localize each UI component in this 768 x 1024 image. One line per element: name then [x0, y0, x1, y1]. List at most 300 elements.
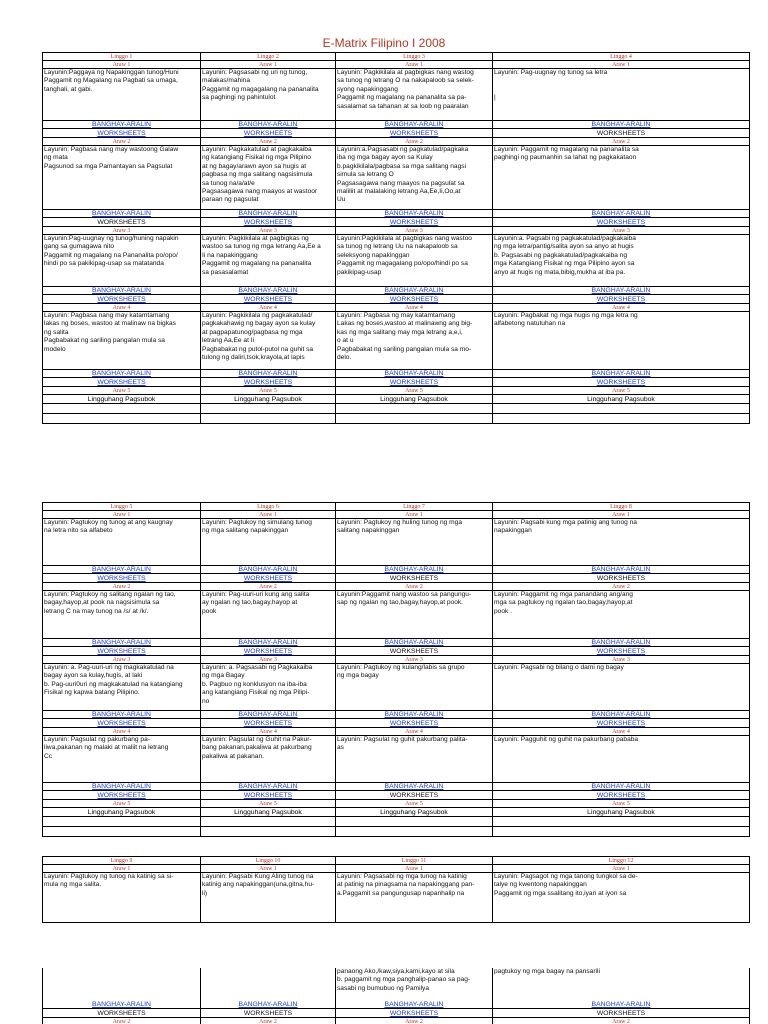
worksheets-cell [492, 574, 750, 582]
worksheets-cell [335, 129, 492, 137]
empty-cell [200, 404, 335, 413]
empty-cell [335, 827, 492, 836]
page-title: E-Matrix Filipino I 2008 [322, 36, 446, 50]
weekly-test-cell: Lingguhang Pagsubok [200, 395, 335, 403]
worksheets-link[interactable]: WORKSHEETS [389, 130, 439, 137]
day-header: Araw 3 [492, 656, 750, 663]
objective-cell: Layunin:Pag-uugnay ng tunog/huning napakin gang sa gumagawa nito Paggamit ng magalang na Pananalita po/opo/ hindi po sa pakikipag-usap sa matatanda [42, 235, 200, 286]
day-header-row [42, 1018, 750, 1024]
banghay-aralin-link[interactable]: BANGHAY-ARALIN [238, 210, 298, 217]
banghay-cell [42, 711, 200, 718]
banghay-aralin-link[interactable]: BANGHAY-ARALIN [384, 566, 444, 573]
worksheets-link[interactable]: WORKSHEETS [596, 219, 646, 226]
banghay-row [42, 783, 750, 791]
day-header: Araw 2 [200, 1018, 335, 1024]
day-header: Araw 3 [42, 227, 200, 234]
day-header: Araw 1 [200, 511, 335, 518]
objective-cell: Layunin: Pagkikilala at pagbigkas ng wastoo sa tunog ng mga letrang Aa,Ee a Ii na napakinggang Paggamit ng magalang na pananalita sa pasasalamat [200, 235, 335, 286]
banghay-cell [492, 711, 750, 718]
empty-cell [335, 404, 492, 413]
banghay-cell [335, 210, 492, 217]
day-header: Araw 2 [335, 1018, 492, 1024]
day-header: Araw 2 [42, 1018, 200, 1024]
worksheets-link[interactable]: WORKSHEETS [243, 792, 293, 799]
banghay-aralin-link[interactable]: BANGHAY-ARALIN [92, 783, 151, 790]
banghay-aralin-link[interactable]: BANGHAY-ARALIN [238, 1001, 298, 1008]
empty-cell [492, 827, 750, 836]
objective-row [42, 69, 750, 121]
worksheets-cell [200, 647, 335, 655]
worksheets-cell [492, 791, 750, 799]
banghay-aralin-link[interactable]: BANGHAY-ARALIN [238, 121, 298, 128]
objective-cell: Layunin: Paggamit ng mga panandang ang/ang mga sa pagtukoy ng ngalan tao,bagay,hayop,at pook . [492, 591, 750, 638]
banghay-aralin-link[interactable]: BANGHAY-ARALIN [92, 566, 151, 573]
objective-cell: Layunin: Pagtukoy ng huling tunog ng mga salitang napakinggan [335, 519, 492, 565]
objective-cell: Layunin:a. Pagsabi ng pagkakatulad/pagkakaiba ng mga letra/pantig/salita ayon sa anyo at hugis b. Pagsasabi ng pagkakatulad/pagkakaiba ng mga Katangiang Fisikal ng mga Pilipino ayon sa anyo at hugis ng mata,bibig,mukha at iba pa. [492, 235, 750, 286]
banghay-cell [42, 287, 200, 294]
objective-cell: Layunin: Pagsabi ng bilang o dami ng bagay [492, 664, 750, 710]
banghay-aralin-link[interactable]: BANGHAY-ARALIN [384, 370, 444, 377]
worksheets-cell [335, 647, 492, 655]
worksheets-label: WORKSHEETS [97, 219, 146, 226]
worksheets-cell [42, 574, 200, 582]
banghay-row [42, 1001, 750, 1009]
day-header-row [42, 227, 750, 235]
banghay-row [42, 210, 750, 218]
banghay-aralin-link[interactable]: BANGHAY-ARALIN [92, 639, 151, 646]
banghay-aralin-link[interactable]: BANGHAY-ARALIN [238, 287, 298, 294]
worksheets-link[interactable]: WORKSHEETS [243, 379, 293, 386]
day-header: Araw 1 [335, 511, 492, 518]
day-header: Araw 1 [42, 61, 200, 68]
empty-cell [492, 404, 750, 413]
worksheets-row [42, 719, 750, 728]
banghay-aralin-link[interactable]: BANGHAY-ARALIN [591, 783, 651, 790]
test-row [42, 395, 750, 404]
banghay-cell [200, 639, 335, 646]
week-header-row [42, 503, 750, 511]
worksheets-cell [335, 218, 492, 226]
worksheets-cell [335, 1009, 492, 1017]
worksheets-link[interactable]: WORKSHEETS [97, 296, 146, 303]
banghay-cell [42, 1001, 200, 1008]
day-header: Araw 3 [335, 656, 492, 663]
objective-cell: Layunin: Pagtukoy ng tunog na katinig sa si- mula ng mga salita. [42, 873, 200, 922]
objective-cell: Layunin: Pagsulat ng Guhit na Pakur- bang pakanan,pakaliwa at pakurbang pakaliwa at pakanan. [200, 736, 335, 782]
worksheets-link[interactable]: WORKSHEETS [243, 130, 293, 137]
day-header-row [42, 511, 750, 519]
worksheets-link[interactable]: WORKSHEETS [243, 575, 293, 582]
week-header: Linggo 10 [200, 857, 335, 864]
objective-cell [200, 968, 335, 1001]
objective-row [42, 736, 750, 783]
worksheets-label: WORKSHEETS [389, 792, 439, 799]
objective-row [42, 873, 750, 923]
objective-row [42, 146, 750, 210]
week-header: Linggo 8 [492, 503, 750, 510]
day-header: Araw 5 [200, 387, 335, 394]
worksheets-link[interactable]: WORKSHEETS [389, 296, 439, 303]
objective-cell: Layunin: Pagbakat ng mga hugis ng mga letra ng alfabetong natutuhan na [492, 312, 750, 369]
worksheets-row [42, 791, 750, 800]
worksheets-link[interactable]: WORKSHEETS [97, 575, 146, 582]
worksheets-cell [200, 218, 335, 226]
worksheets-link[interactable]: WORKSHEETS [389, 1010, 439, 1017]
weekly-test-cell: Lingguhang Pagsubok [42, 395, 200, 403]
banghay-aralin-link[interactable]: BANGHAY-ARALIN [384, 210, 444, 217]
worksheets-cell [42, 129, 200, 137]
worksheets-link[interactable]: WORKSHEETS [596, 296, 646, 303]
day-header-row [42, 656, 750, 664]
banghay-cell [200, 711, 335, 718]
banghay-aralin-link[interactable]: BANGHAY-ARALIN [384, 121, 444, 128]
week-header: Linggo 9 [42, 857, 200, 864]
banghay-cell [492, 1001, 750, 1008]
worksheets-cell [42, 791, 200, 799]
worksheets-cell [335, 295, 492, 303]
week-header: Linggo 4 [492, 53, 750, 60]
banghay-cell [200, 121, 335, 128]
objective-cell: Layunin: Paggamit ng magalang na pananalita sa paghingi ng paumanhin sa lahat ng pagkakataon [492, 146, 750, 209]
day-header: Araw 2 [335, 138, 492, 145]
week-block [42, 968, 750, 1024]
week-block [42, 856, 750, 923]
banghay-cell [335, 1001, 492, 1008]
objective-cell: Layunin: Pag-uuri-uri kung ang salita ay ngalan ng tao,bagay,hayop at pook [200, 591, 335, 638]
day-header: Araw 3 [200, 656, 335, 663]
worksheets-cell [492, 295, 750, 303]
objective-cell: Layunin: Pagguhit ng guhit na pakurbang pababa [492, 736, 750, 782]
worksheets-link[interactable]: WORKSHEETS [389, 219, 439, 226]
banghay-aralin-link[interactable]: BANGHAY-ARALIN [92, 121, 151, 128]
worksheets-cell [492, 129, 750, 137]
day-header: Araw 2 [42, 138, 200, 145]
banghay-cell [335, 711, 492, 718]
banghay-cell [200, 210, 335, 217]
day-header: Araw 4 [200, 728, 335, 735]
banghay-aralin-link[interactable]: BANGHAY-ARALIN [238, 711, 298, 718]
banghay-cell [200, 287, 335, 294]
objective-cell: Layunin:Pagkikilala at pagbigkas nang wastoo sa tunog ng letrang Uu na nakapaloob sa seleksyong napakinggan Paggamit ng magagalang po/opo/hindi po sa pakikipag-usap [335, 235, 492, 286]
worksheets-label: WORKSHEETS [389, 648, 439, 655]
empty-cell [42, 817, 200, 826]
day-header: Araw 3 [335, 227, 492, 234]
objective-cell: Layunin: Pag-uugnay ng tunog sa letra | [492, 69, 750, 120]
worksheets-cell [200, 719, 335, 727]
worksheets-link[interactable]: WORKSHEETS [97, 792, 146, 799]
day-header-row [42, 138, 750, 146]
banghay-cell [335, 121, 492, 128]
banghay-aralin-link[interactable]: BANGHAY-ARALIN [92, 287, 151, 294]
worksheets-cell [200, 129, 335, 137]
day-header: Araw 1 [42, 511, 200, 518]
week-header: Linggo 12 [492, 857, 750, 864]
empty-cell [492, 414, 750, 423]
banghay-cell [42, 639, 200, 646]
worksheets-row [42, 295, 750, 304]
day-header: Araw 3 [492, 227, 750, 234]
banghay-aralin-link[interactable]: BANGHAY-ARALIN [591, 711, 651, 718]
worksheets-cell [42, 647, 200, 655]
empty-cell [42, 404, 200, 413]
objective-cell: Layunin:Paggamit nang wastoo sa pangungu- sap ng ngalan ng tao,bagay,hayop,at pook. [335, 591, 492, 638]
banghay-aralin-link[interactable]: BANGHAY-ARALIN [238, 639, 298, 646]
empty-cell [492, 817, 750, 826]
banghay-cell [335, 287, 492, 294]
worksheets-cell [335, 791, 492, 799]
week-header: Linggo 7 [335, 503, 492, 510]
banghay-cell [200, 566, 335, 573]
week-header-row [42, 857, 750, 865]
day-header: Araw 4 [42, 728, 200, 735]
banghay-aralin-link[interactable]: BANGHAY-ARALIN [384, 639, 444, 646]
day-header: Araw 5 [335, 800, 492, 807]
worksheets-link[interactable]: WORKSHEETS [97, 130, 146, 137]
objective-cell: panaong Ako,/kaw,siya,kami,kayo at sila b. paggamit ng mga panghalip-panao sa pag- sasabi ng bumubuo ng Pamilya [335, 968, 492, 1001]
worksheets-link[interactable]: WORKSHEETS [97, 648, 146, 655]
objective-cell: Layunin:a.Pagsasabi ng pagkatulad/pagkaka iba ng mga bagay ayon sa Kulay b.pagkikilala/pagbasa sa mga salitang nagsi simula sa letrang O Pagsasagawa nang maayos na pagsulat sa maliliit at malalaking letrang Aa,Ee,Ii,Oo,at Uu [335, 146, 492, 209]
weekly-test-cell: Lingguhang Pagsubok [492, 395, 750, 403]
worksheets-link[interactable]: WORKSHEETS [243, 219, 293, 226]
objective-cell: Layunin:Paggaya ng Napakinggan tunog/Huni Paggamit ng Magalang na Pagbati sa umaga, tanghali, at gabi. [42, 69, 200, 120]
objective-row [42, 312, 750, 370]
week-header: Linggo 3 [335, 53, 492, 60]
banghay-aralin-link[interactable]: BANGHAY-ARALIN [591, 639, 651, 646]
banghay-aralin-link[interactable]: BANGHAY-ARALIN [591, 210, 651, 217]
worksheets-row [42, 574, 750, 583]
test-row [42, 808, 750, 817]
worksheets-cell [492, 378, 750, 386]
banghay-aralin-link[interactable]: BANGHAY-ARALIN [384, 1001, 444, 1008]
empty-row [42, 817, 750, 827]
objective-cell: Layunin: Pagtukoy ng simulang tunog ng mga salitang napakinggan [200, 519, 335, 565]
banghay-aralin-link[interactable]: BANGHAY-ARALIN [384, 711, 444, 718]
day-header: Araw 4 [335, 728, 492, 735]
banghay-cell [492, 210, 750, 217]
worksheets-cell [200, 1009, 335, 1017]
week-header: Linggo 11 [335, 857, 492, 864]
day-header: Araw 1 [200, 865, 335, 872]
day-header: Araw 1 [335, 61, 492, 68]
worksheets-cell [492, 647, 750, 655]
banghay-cell [42, 210, 200, 217]
day-header: Araw 2 [335, 583, 492, 590]
day-header-row [42, 800, 750, 808]
banghay-cell [335, 566, 492, 573]
objective-row [42, 591, 750, 639]
day-header-row [42, 304, 750, 312]
banghay-cell [492, 566, 750, 573]
banghay-aralin-link[interactable]: BANGHAY-ARALIN [384, 287, 444, 294]
day-header: Araw 2 [492, 583, 750, 590]
worksheets-label: WORKSHEETS [596, 130, 646, 137]
banghay-row [42, 287, 750, 295]
worksheets-link[interactable]: WORKSHEETS [596, 720, 646, 727]
day-header-row [42, 387, 750, 395]
worksheets-row [42, 218, 750, 227]
day-header: Araw 1 [492, 61, 750, 68]
worksheets-cell [335, 574, 492, 582]
objective-cell: Layunin: Pagbasa nang may katamtamang lakas ng boses, wastoo at malinaw na bigkas ng salita Pagbabakat ng sariling pangalan mula sa modelo [42, 312, 200, 369]
day-header: Araw 3 [42, 656, 200, 663]
objective-cell: Layunin: Pagkakatulad at pagkakaiba ng katangiang Fisikal ng mga Pilipino at ng bagay/arawn ayon sa hugis at pagbasa ng mga salitang nagsisimula sa tunog na/a/at/e Pagsasagawa nang maayos at wastoor paraan ng pagsulat [200, 146, 335, 209]
banghay-row [42, 639, 750, 647]
banghay-aralin-link[interactable]: BANGHAY-ARALIN [591, 566, 651, 573]
banghay-cell [200, 1001, 335, 1008]
worksheets-row [42, 1009, 750, 1018]
worksheets-cell [42, 295, 200, 303]
banghay-cell [42, 121, 200, 128]
day-header: Araw 1 [492, 865, 750, 872]
weekly-test-cell: Lingguhang Pagsubok [42, 808, 200, 816]
worksheets-cell [492, 218, 750, 226]
day-header: Araw 5 [200, 800, 335, 807]
worksheets-cell [42, 719, 200, 727]
worksheets-link[interactable]: WORKSHEETS [596, 648, 646, 655]
empty-cell [200, 817, 335, 826]
day-header: Araw 2 [492, 1018, 750, 1024]
week-header: Linggo 1 [42, 53, 200, 60]
banghay-row [42, 121, 750, 129]
empty-cell [335, 817, 492, 826]
week-block [42, 52, 750, 424]
day-header-row [42, 865, 750, 873]
worksheets-label: WORKSHEETS [243, 1010, 293, 1017]
weekly-test-cell: Lingguhang Pagsubok [335, 808, 492, 816]
objective-cell: Layunin: Pagkikilala ng pagkakatulad/ pagkakahawig ng bagay ayon sa kulay at pagpapatunog/pagbasa ng mga letrang Aa,Ee at Ii Pagbabakat ng putol-putol na guhit sa tulong ng daliri,tsok,krayola,at lapis [200, 312, 335, 369]
banghay-cell [492, 639, 750, 646]
banghay-aralin-link[interactable]: BANGHAY-ARALIN [92, 1001, 151, 1008]
week-header-row [42, 53, 750, 61]
worksheets-cell [492, 719, 750, 727]
banghay-cell [492, 287, 750, 294]
objective-cell: Layunin: Pagtukoy ng kulang/labis sa grupo ng mga bagay [335, 664, 492, 710]
objective-cell: Layunin: Pagtukoy ng salitang ngalan ng tao, bagay,hayop,at pook na nagsisimula sa letrang C na may tunog na /s/ at /k/. [42, 591, 200, 638]
empty-row [42, 414, 750, 424]
day-header: Araw 1 [492, 511, 750, 518]
banghay-cell [200, 370, 335, 377]
worksheets-label: WORKSHEETS [596, 1010, 646, 1017]
worksheets-row [42, 129, 750, 138]
worksheets-link[interactable]: WORKSHEETS [596, 792, 646, 799]
worksheets-link[interactable]: WORKSHEETS [243, 648, 293, 655]
objective-cell: Layunin: Pagsulat ng guhit pakurbang palita- as [335, 736, 492, 782]
day-header: Araw 1 [200, 61, 335, 68]
empty-cell [42, 414, 200, 423]
worksheets-link[interactable]: WORKSHEETS [596, 379, 646, 386]
objective-cell: Layunin: Pagtukoy ng tunog at ang kaugnay na letra nito sa alfabeto [42, 519, 200, 565]
banghay-aralin-link[interactable]: BANGHAY-ARALIN [238, 566, 298, 573]
objective-cell: Layunin: Pagsagot ng mga tanong tungkol sa de- talye ng kwentong napakinggan Paggamit ng mga ssalitang ito,iyan at iyon sa [492, 873, 750, 922]
banghay-aralin-link[interactable]: BANGHAY-ARALIN [384, 783, 444, 790]
worksheets-link[interactable]: WORKSHEETS [97, 379, 146, 386]
week-header: Linggo 2 [200, 53, 335, 60]
banghay-cell [42, 783, 200, 790]
worksheets-link[interactable]: WORKSHEETS [243, 296, 293, 303]
worksheets-cell [42, 218, 200, 226]
worksheets-cell [200, 295, 335, 303]
worksheets-link[interactable]: WORKSHEETS [389, 720, 439, 727]
day-header: Araw 3 [200, 227, 335, 234]
worksheets-cell [42, 1009, 200, 1017]
day-header: Araw 4 [492, 304, 750, 311]
banghay-aralin-link[interactable]: BANGHAY-ARALIN [591, 287, 651, 294]
objective-cell [42, 968, 200, 1001]
objective-row [42, 968, 750, 1001]
objective-cell: Layunin: a. Pag-uuri-uri ng magkakatulad na bagay ayon sa kulay,hugis, at laki b. Pag-uuri0uri ng magkakatulad na katangiang Fisikal ng kapwa batang Pilipino. [42, 664, 200, 710]
day-header: Araw 4 [42, 304, 200, 311]
objective-cell: Layunin: Pagsasabi ng uri ng tunog, malakas/mahina Paggamit ng magagalang na pananalita sa paghingi ng pahintulot [200, 69, 335, 120]
banghay-aralin-link[interactable]: BANGHAY-ARALIN [92, 370, 151, 377]
worksheets-label: WORKSHEETS [596, 575, 646, 582]
day-header: Araw 2 [492, 138, 750, 145]
worksheets-row [42, 378, 750, 387]
day-header: Araw 5 [335, 387, 492, 394]
banghay-cell [200, 783, 335, 790]
day-header-row [42, 583, 750, 591]
week-header: Linggo 6 [200, 503, 335, 510]
day-header: Araw 5 [42, 800, 200, 807]
banghay-cell [335, 783, 492, 790]
banghay-cell [42, 566, 200, 573]
worksheets-label: WORKSHEETS [389, 575, 439, 582]
banghay-cell [492, 370, 750, 377]
weekly-test-cell: Lingguhang Pagsubok [200, 808, 335, 816]
weekly-test-cell: Lingguhang Pagsubok [335, 395, 492, 403]
banghay-aralin-link[interactable]: BANGHAY-ARALIN [238, 783, 298, 790]
objective-row [42, 664, 750, 711]
day-header: Araw 2 [200, 583, 335, 590]
week-header: Linggo 5 [42, 503, 200, 510]
objective-cell: Layunin: Pagsasabi ng mga tunog na katinig at patinig na pinagsama na napakinggang pan- a.Paggamit sa pangungusap napanhalip na [335, 873, 492, 922]
banghay-aralin-link[interactable]: BANGHAY-ARALIN [591, 121, 651, 128]
worksheets-cell [200, 378, 335, 386]
worksheets-cell [200, 574, 335, 582]
day-header: Araw 4 [200, 304, 335, 311]
day-header: Araw 1 [42, 865, 200, 872]
day-header: Araw 4 [335, 304, 492, 311]
empty-row [42, 404, 750, 414]
worksheets-link[interactable]: WORKSHEETS [243, 720, 293, 727]
banghay-cell [335, 370, 492, 377]
banghay-aralin-link[interactable]: BANGHAY-ARALIN [238, 370, 298, 377]
day-header: Araw 4 [492, 728, 750, 735]
banghay-aralin-link[interactable]: BANGHAY-ARALIN [591, 370, 651, 377]
empty-cell [335, 414, 492, 423]
objective-row [42, 519, 750, 566]
worksheets-link[interactable]: WORKSHEETS [97, 720, 146, 727]
day-header: Araw 5 [492, 800, 750, 807]
banghay-aralin-link[interactable]: BANGHAY-ARALIN [92, 711, 151, 718]
worksheets-label: WORKSHEETS [97, 1010, 146, 1017]
worksheets-row [42, 647, 750, 656]
banghay-cell [492, 783, 750, 790]
objective-row [42, 235, 750, 287]
banghay-row [42, 370, 750, 378]
week-block [42, 502, 750, 837]
day-header: Araw 1 [335, 865, 492, 872]
worksheets-cell [335, 378, 492, 386]
worksheets-cell [335, 719, 492, 727]
objective-cell: pagtukoy ng mga bagay na pansarili [492, 968, 750, 1001]
objective-cell: Layunin: Pagsabi Kung Aling tunog na katinig ang napakinggan(una,gitna,hu- li) [200, 873, 335, 922]
banghay-aralin-link[interactable]: BANGHAY-ARALIN [591, 1001, 651, 1008]
banghay-row [42, 711, 750, 719]
day-header: Araw 5 [42, 387, 200, 394]
objective-cell: Layunin: Pagsulat ng pakurbang pa- liwa,pakanan ng malaki at maliit na letrang Cc [42, 736, 200, 782]
banghay-aralin-link[interactable]: BANGHAY-ARALIN [92, 210, 151, 217]
worksheets-link[interactable]: WORKSHEETS [389, 379, 439, 386]
